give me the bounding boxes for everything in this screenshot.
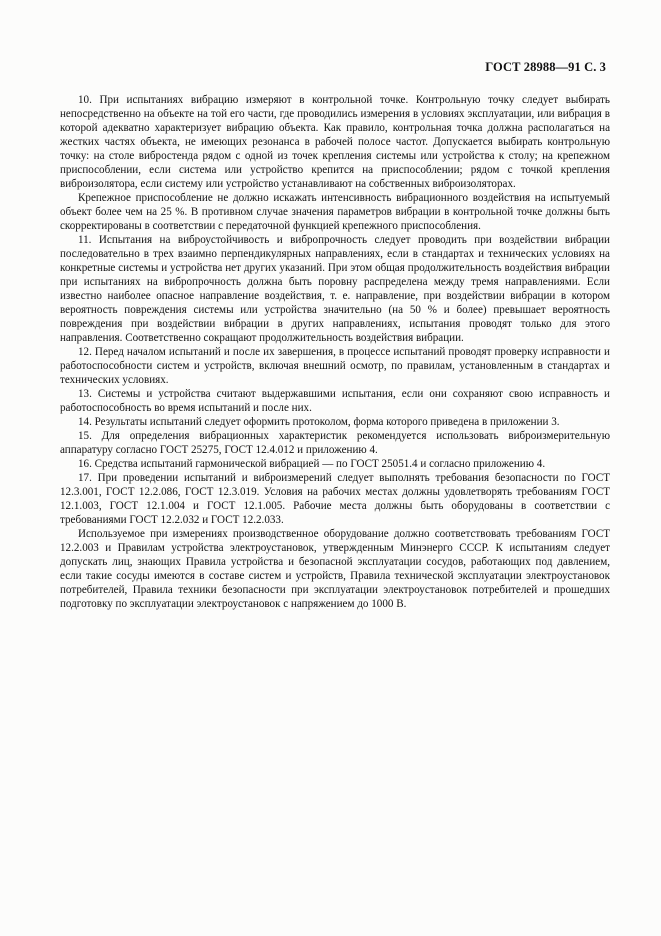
- document-body: [60, 93, 610, 611]
- page-header: ГОСТ 28988—91 С. 3: [485, 60, 606, 74]
- paragraph-item-16: 16. Средства испытаний гармонической вибрацией — по ГОСТ 25051.4 и согласно приложению 4.: [78, 458, 546, 470]
- paragraph-item-11: 11. Испытания на виброустойчивость и вибропрочность следует проводить при воздействии вибрации последовательно в трех взаимно перпендикулярных направлениях, если в стандартах и технических условиях на конкретные системы и устройства нет других указаний. При этом общая продолжительность воздействия вибрации при испытаниях на вибропрочность должна быть поровну распределена между тремя направлениями. Если известно наиболее опасное направление воздействия, т. е. направление, при воздействии вибрации в котором вероятность повреждения системы или устройства значительно (на 50 % и более) превышает вероятность повреждения при воздействии вибрации в других направлениях, испытания проводят только для этого направления. Соответственно сокращают продолжительность воздействия вибрации.: [60, 234, 610, 344]
- paragraph-item-14: 14. Результаты испытаний следует оформить протоколом, форма которого приведена в приложении 3.: [78, 416, 560, 428]
- paragraph-item-10: 10. При испытаниях вибрацию измеряют в контрольной точке. Контрольную точку следует выбирать непосредственно на объекте на той его части, где проводились измерения в условиях эксплуатации, или вибрация в которой адекватно характеризует вибрацию объекта. Как правило, контрольная точка должна располагаться на жестких частях объекта, не имеющих резонанса в рабочей полосе частот. Допускается выбирать контрольную точку: на столе вибростенда рядом с одной из точек крепления системы или устройства к столу; на крепежном приспособлении, если система или устройство крепится на приспособлении; рядом с точкой крепления виброизолятора, если систему или устройство устанавливают на собственных виброизоляторах.: [60, 94, 610, 190]
- paragraph-item-12: 12. Перед началом испытаний и после их завершения, в процессе испытаний проводят проверку исправности и работоспособности систем и устройств, включая внешний осмотр, по правилам, установленным в стандартах и технических условиях.: [60, 346, 610, 386]
- paragraph-item-13: 13. Системы и устройства считают выдержавшими испытания, если они сохраняют свою исправность и работоспособность во время испытаний и после них.: [60, 388, 610, 414]
- paragraph-fixture: Крепежное приспособление не должно искажать интенсивность вибрационного воздействия на испытуемый объект более чем на 25 %. В противном случае значения параметров вибрации в контрольной точке должны быть скорректированы в соответствии с передаточной функцией крепежного приспособления.: [60, 192, 610, 232]
- paragraph-item-17: 17. При проведении испытаний и виброизмерений следует выполнять требования безопасности по ГОСТ 12.3.001, ГОСТ 12.2.086, ГОСТ 12.3.019. Условия на рабочих местах должны удовлетворять требованиям ГОСТ 12.1.003, ГОСТ 12.1.004 и ГОСТ 12.1.005. Рабочие места должны быть оборудованы в соответствии с требованиями ГОСТ 12.2.032 и ГОСТ 12.2.033.: [60, 472, 610, 526]
- paragraph-equipment: Используемое при измерениях производственное оборудование должно соответствовать требованиям ГОСТ 12.2.003 и Правилам устройства электроустановок, утвержденным Минэнерго СССР. К испытаниям следует допускать лиц, знающих Правила устройства и безопасной эксплуатации сосудов, работающих под давлением, если такие сосуды имеются в составе систем и устройств, Правила технической эксплуатации электроустановок потребителей, Правила техники безопасности при эксплуатации электроустановок потребителей и прошедших подготовку по эксплуатации электроустановок с напряжением до 1000 В.: [60, 528, 610, 610]
- paragraph-item-15: 15. Для определения вибрационных характеристик рекомендуется использовать виброизмерительную аппаратуру согласно ГОСТ 25275, ГОСТ 12.4.012 и приложению 4.: [60, 430, 610, 456]
